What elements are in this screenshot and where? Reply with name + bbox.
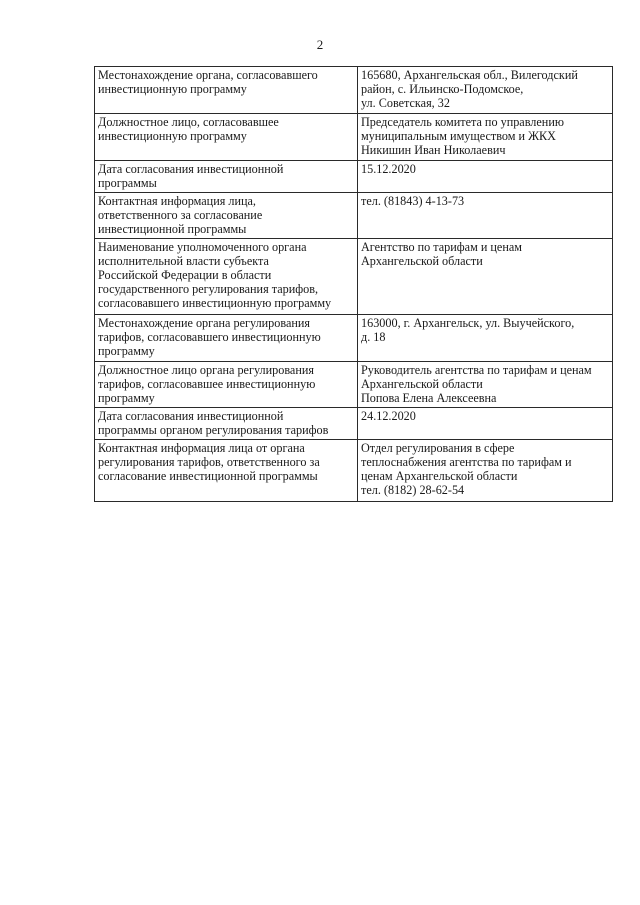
- row-value: 163000, г. Архангельск, ул. Выучейского, д. 18: [358, 315, 613, 362]
- page-number: 2: [316, 37, 324, 52]
- row-label: Должностное лицо, согласовавшее инвестиционную программу: [95, 114, 358, 161]
- row-value: 15.12.2020: [358, 161, 613, 193]
- table-row: [95, 193, 613, 239]
- row-label: Должностное лицо органа регулирования тарифов, согласовавшее инвестиционную программу: [95, 362, 358, 408]
- row-label: Местонахождение органа регулирования тарифов, согласовавшего инвестиционную программу: [95, 315, 358, 362]
- row-label: Местонахождение органа, согласовавшего инвестиционную программу: [95, 67, 358, 114]
- row-value: Агентство по тарифам и ценам Архангельской области: [358, 239, 613, 315]
- row-value: Руководитель агентства по тарифам и ценам Архангельской области Попова Елена Алексеевна: [358, 362, 613, 408]
- row-label: Дата согласования инвестиционной программы органом регулирования тарифов: [95, 408, 358, 440]
- row-value: 165680, Архангельская обл., Вилегодский район, с. Ильинско-Подомское, ул. Советская, 32: [358, 67, 613, 114]
- table-row: [95, 67, 613, 114]
- row-value: 24.12.2020: [358, 408, 613, 440]
- table-row: [95, 362, 613, 408]
- table-row: [95, 161, 613, 193]
- row-label: Наименование уполномоченного органа исполнительной власти субъекта Российской Федерации в области государственного регулирования тарифов, согласовавшего инвестиционную программу: [95, 239, 358, 315]
- investment-program-info-table: [94, 66, 613, 502]
- row-value: Председатель комитета по управлению муниципальным имуществом и ЖКХ Никишин Иван Николаевич: [358, 114, 613, 161]
- row-label: Контактная информация лица, ответственного за согласование инвестиционной программы: [95, 193, 358, 239]
- row-value: Отдел регулирования в сфере теплоснабжения агентства по тарифам и ценам Архангельской области тел. (8182) 28-62-54: [358, 440, 613, 502]
- table-row: [95, 408, 613, 440]
- table-row: [95, 239, 613, 315]
- table-row: [95, 440, 613, 502]
- row-value: тел. (81843) 4-13-73: [358, 193, 613, 239]
- table-row: [95, 114, 613, 161]
- table-row: [95, 315, 613, 362]
- row-label: Контактная информация лица от органа регулирования тарифов, ответственного за согласование инвестиционной программы: [95, 440, 358, 502]
- row-label: Дата согласования инвестиционной программы: [95, 161, 358, 193]
